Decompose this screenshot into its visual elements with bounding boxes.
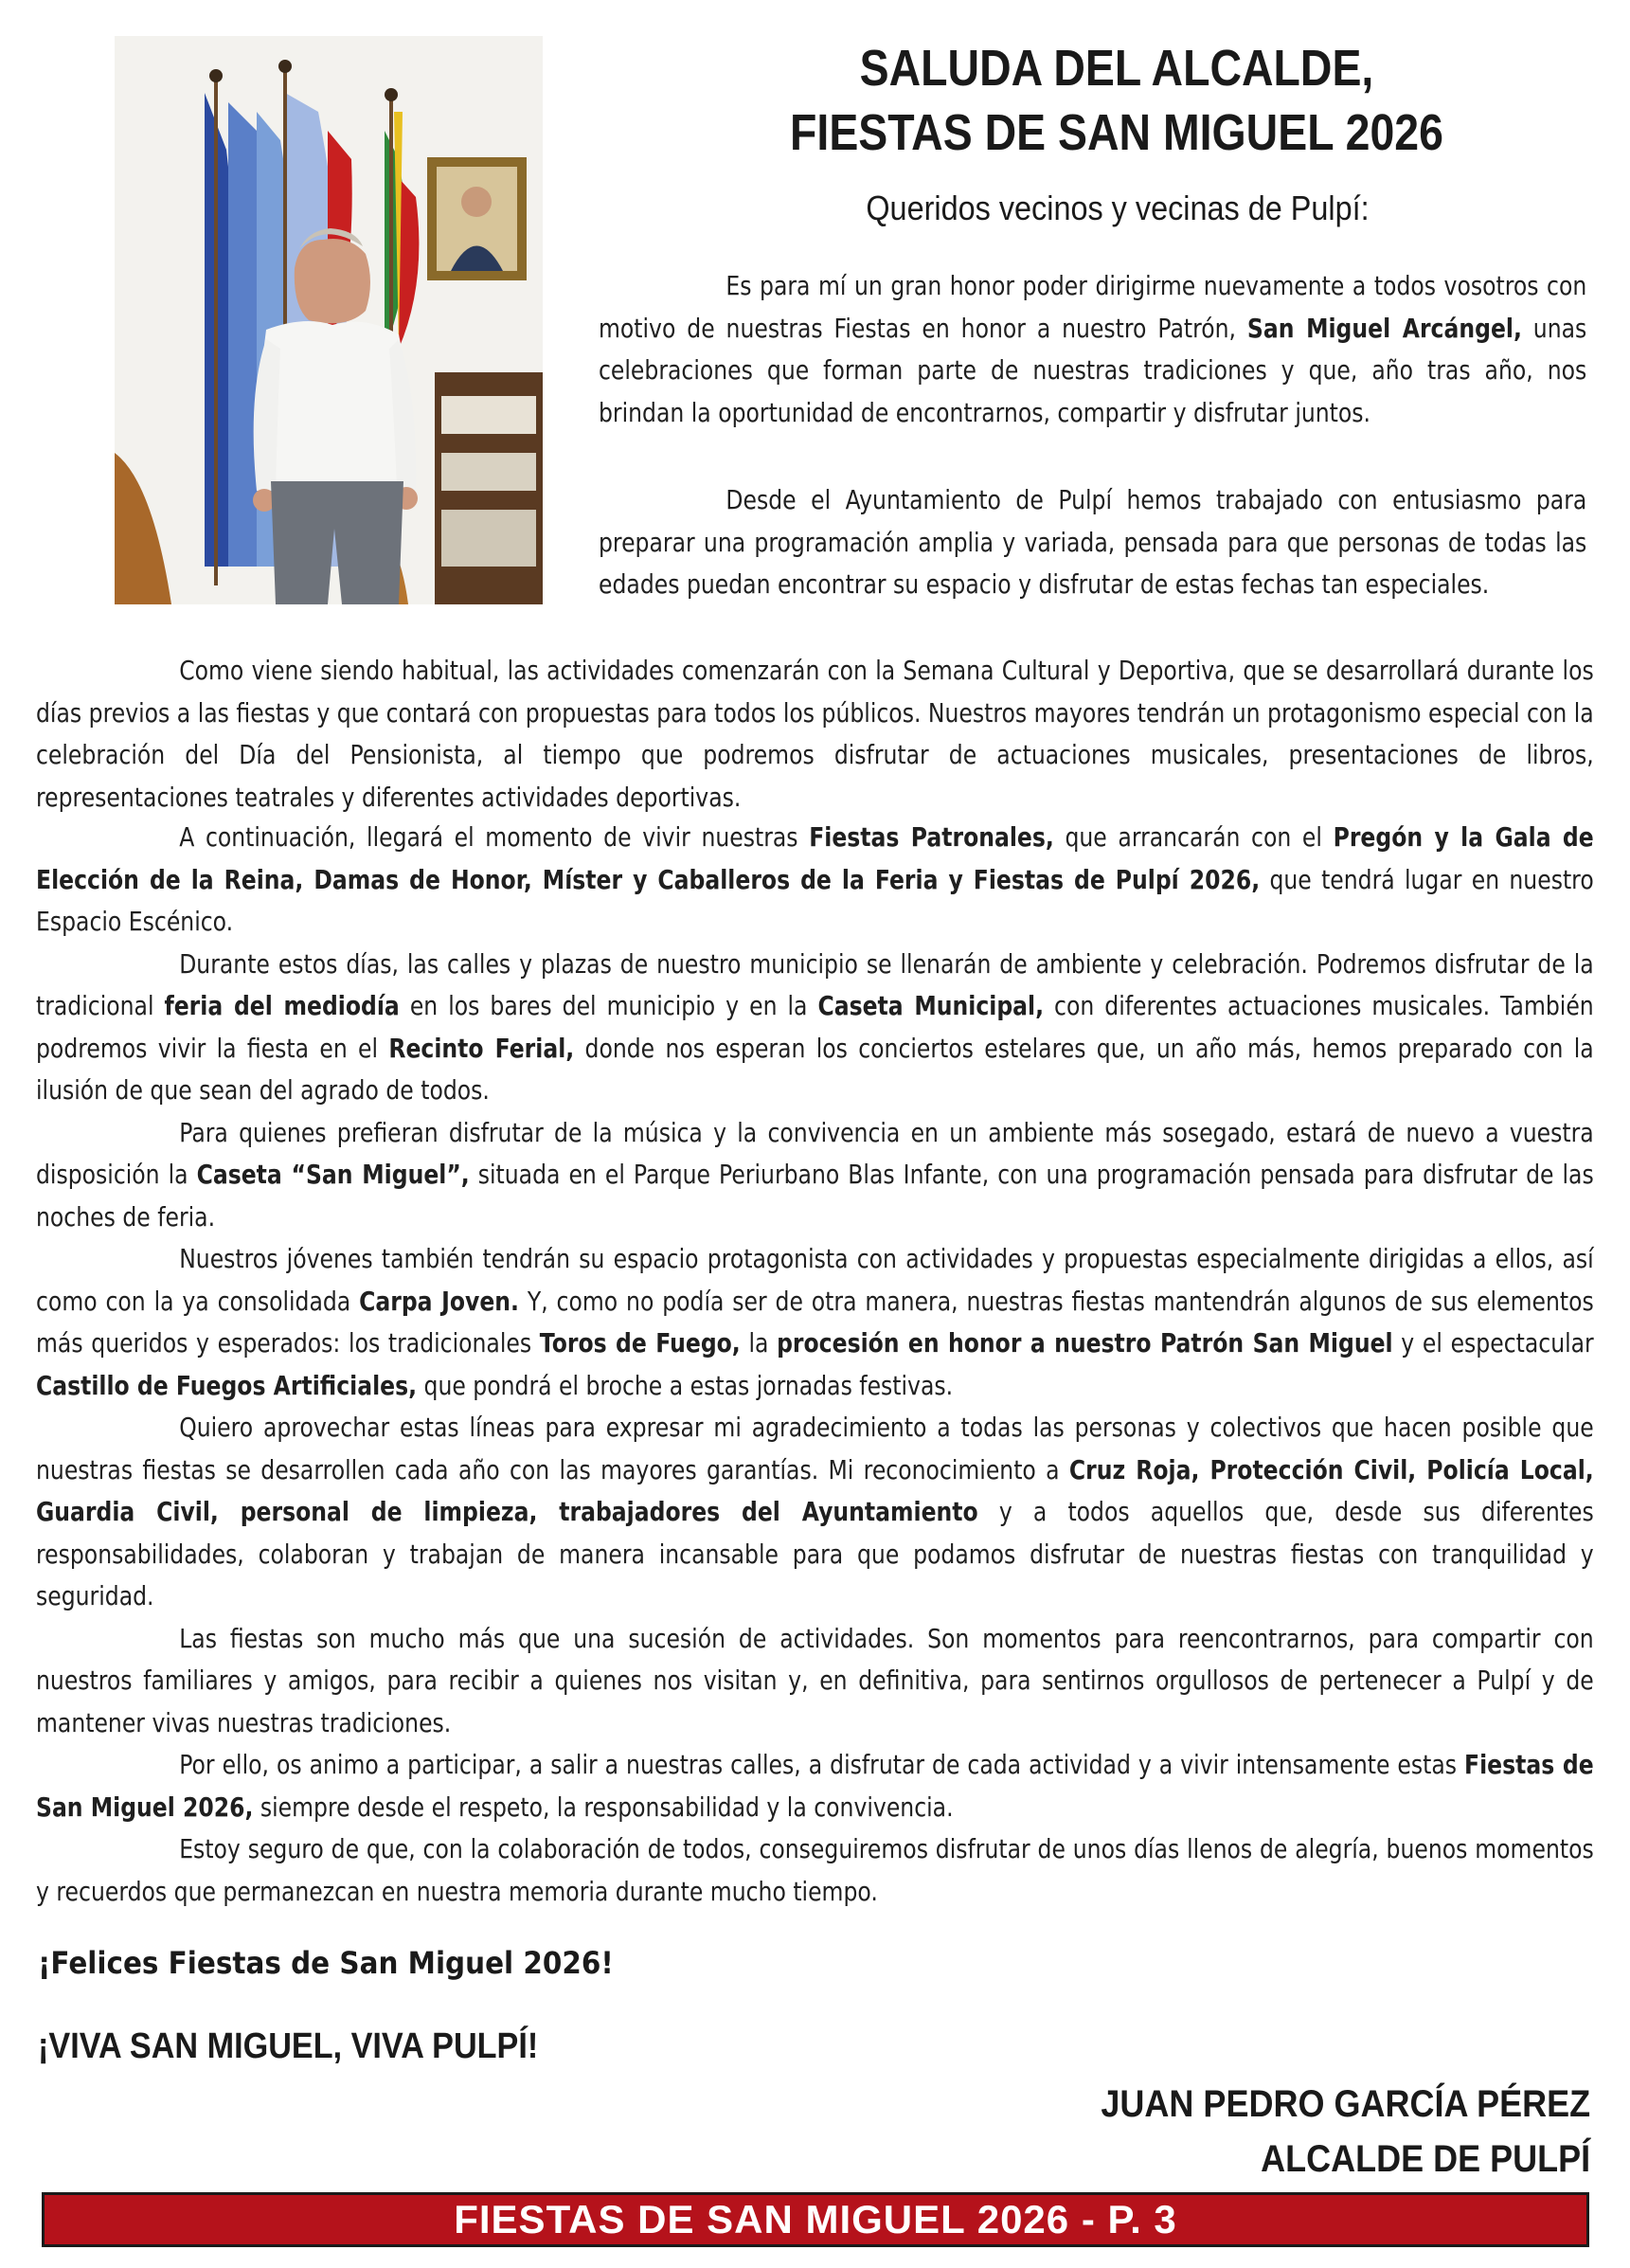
paragraph-7 <box>36 1238 1594 1407</box>
text-run: y el espectacular <box>1392 1327 1594 1359</box>
text-run: con diferentes actuaciones musicales. También podremos vivir la fiesta en el <box>36 990 1594 1064</box>
page-title <box>587 36 1630 165</box>
bold-run: Fiestas de San Miguel 2026, <box>36 1749 1594 1823</box>
text-run: que tendrá lugar en nuestro Espacio Escénico. <box>36 863 1594 937</box>
paragraph-4 <box>36 817 1594 944</box>
text-run: Quiero aprovechar estas líneas para expresar mi agradecimiento a todas las personas y colectivos que hacen posible que nuestras fiestas se desarrollen cada año con las mayores garantías. Mi reconocimiento a <box>36 1412 1594 1485</box>
bold-run: San Miguel Arcángel, <box>1246 312 1522 344</box>
mayor-photo <box>115 36 543 604</box>
title-line-1: SALUDA DEL ALCALDE, <box>859 40 1374 97</box>
text-run: en los bares del municipio y en la <box>399 990 818 1021</box>
bold-run: feria del mediodía <box>164 990 400 1021</box>
mayor-portrait-icon <box>115 36 543 604</box>
bold-run: Fiestas Patronales, <box>809 821 1054 853</box>
paragraph-3: Como viene siendo habitual, las actividades comenzarán con la Semana Cultural y Deportiva, que se desarrollará durante los días previos a las fiestas y que contará con propuestas para todos los públicos. Nuestros mayores tendrán un protagonismo especial con la celebración del Día del Pensionista, al tiempo que podremos disfrutar de actuaciones musicales, presentaciones de libros, representaciones teatrales y diferentes actividades deportivas. <box>36 655 1594 813</box>
bold-run: Caseta Municipal, <box>817 990 1045 1021</box>
bold-run: Pregón y la Gala de Elección de la Reina, Damas de Honor, Míster y Caballeros de la Feria y Fiestas de Pulpí 2026, <box>36 821 1594 895</box>
text-run: donde nos esperan los conciertos estelares que, un año más, hemos preparado con la ilusión de que sean del agrado de todos. <box>36 1032 1594 1106</box>
bold-run: Recinto Ferial, <box>388 1032 575 1064</box>
page-footer: FIESTAS DE SAN MIGUEL 2026 - P. 3 <box>42 2192 1589 2247</box>
signature-role: ALCALDE DE PULPÍ <box>1260 2138 1590 2180</box>
bold-run: procesión en honor a nuestro Patrón San Miguel <box>777 1327 1393 1359</box>
text-run: Para quienes prefieran disfrutar de la música y la convivencia en un ambiente más sosegado, estará de nuevo a vuestra disposición la <box>36 1116 1594 1190</box>
text-run: A continuación, llegará el momento de vivir nuestras <box>179 821 810 853</box>
closing-cheer: ¡VIVA SAN MIGUEL, VIVA PULPÍ! <box>38 2026 539 2066</box>
title-line-2: FIESTAS DE SAN MIGUEL 2026 <box>790 104 1443 161</box>
greeting: Queridos vecinos y vecinas de Pulpí: <box>866 189 1370 227</box>
text-run: unas celebraciones que forman parte de nuestras tradiciones y que, año tras año, nos brindan la oportunidad de encontrarnos, compartir y disfrutar juntos. <box>599 312 1587 428</box>
text-run: la <box>740 1327 778 1359</box>
bold-run: Carpa Joven. <box>359 1285 519 1317</box>
closing-wish: ¡Felices Fiestas de San Miguel 2026! <box>38 1945 614 1981</box>
bold-run: Castillo de Fuegos Artificiales, <box>36 1369 418 1401</box>
text-run: Es para mí un gran honor poder dirigirme nuevamente a todos vosotros con motivo de nuestras Fiestas en honor a nuestro Patrón, <box>599 270 1587 344</box>
bold-run: Toros de Fuego, <box>539 1327 741 1359</box>
text-run: Nuestros jóvenes también tendrán su espacio protagonista con actividades y propuestas especialmente dirigidas a ellos, así como con la ya consolidada <box>36 1243 1594 1317</box>
paragraph-6 <box>36 1112 1594 1239</box>
bold-run: Caseta “San Miguel”, <box>196 1159 470 1190</box>
paragraph-10 <box>36 1744 1594 1828</box>
signature-name: JUAN PEDRO GARCÍA PÉREZ <box>1101 2083 1590 2125</box>
text-run: que pondrá el broche a estas jornadas festivas. <box>417 1369 954 1401</box>
paragraph-11: Estoy seguro de que, con la colaboración de todos, conseguiremos disfrutar de unos días llenos de alegría, buenos momentos y recuerdos que permanezcan en nuestra memoria durante mucho tiempo. <box>36 1833 1594 1907</box>
signature <box>1047 2077 1590 2187</box>
text-run: que arrancarán con el <box>1053 821 1334 853</box>
text-run: situada en el Parque Periurbano Blas Infante, con una programación pensada para disfrutar de las noches de feria. <box>36 1159 1594 1233</box>
text-run: Durante estos días, las calles y plazas de nuestro municipio se llenarán de ambiente y celebración. Podremos disfrutar de la tradicional <box>36 947 1594 1021</box>
paragraph-1 <box>599 265 1586 434</box>
body-block <box>36 817 1594 1913</box>
text-run: siempre desde el respeto, la responsabilidad y la convivencia. <box>253 1791 954 1823</box>
text-run: Por ello, os animo a participar, a salir a nuestras calles, a disfrutar de cada actividad y a vivir intensamente estas <box>179 1749 1465 1780</box>
text-run: y a todos aquellos que, desde sus diferentes responsabilidades, colaboran y trabajan de manera incansable para que podamos disfrutar de nuestras fiestas con tranquilidad y seguridad. <box>36 1496 1594 1611</box>
paragraph-2: Desde el Ayuntamiento de Pulpí hemos trabajado con entusiasmo para preparar una programación amplia y variada, pensada para que personas de todas las edades puedan encontrar su espacio y disfrutar de estas fechas tan especiales. <box>599 484 1587 600</box>
bold-run: Cruz Roja, Protección Civil, Policía Local, Guardia Civil, personal de limpieza, trabajadores del Ayuntamiento <box>36 1453 1594 1527</box>
text-run: Y, como no podía ser de otra manera, nuestras fiestas mantendrán algunos de sus elementos más queridos y esperados: los tradicionales <box>36 1285 1594 1359</box>
paragraph-5 <box>36 944 1594 1112</box>
paragraph-9: Las fiestas son mucho más que una sucesión de actividades. Son momentos para reencontrarnos, para compartir con nuestros familiares y amigos, para recibir a quienes nos visitan y, en definitiva, para sentirnos orgullosos de pertenecer a Pulpí y de mantener vivas nuestras tradiciones. <box>36 1622 1594 1738</box>
paragraph-8 <box>36 1407 1594 1618</box>
